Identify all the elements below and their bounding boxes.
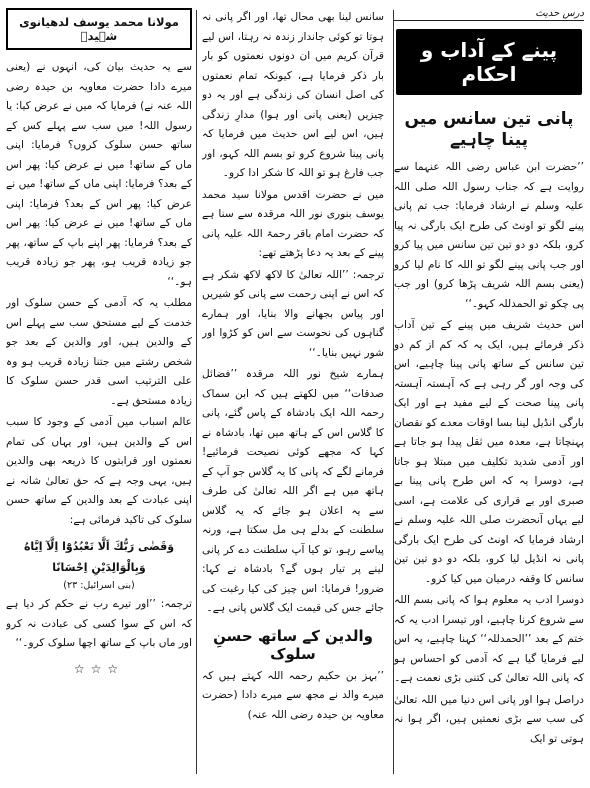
body-paragraph: میں نے حضرت اقدس مولانا سید محمد یوسف بنوری نور اللہ مرقدہ سے سنا ہے کہ حضرت امام باقر رحمۃ اللہ علیہ پانی پینے کے بعد یہ دعا پڑھتے تھے:: [202, 188, 384, 259]
column-divider: [393, 10, 394, 774]
body-paragraph: اس حدیث شریف میں پینے کے تین آداب ذکر فرمائے ہیں، ایک یہ کہ کم از کم دو تین سانس کے ساتھ پانی پینا چاہیے، اس کی وجہ اور گر رہی ہے کہ آہستہ آہستہ پانی پینا صحت کے لیے مفید ہے اور ایک بارگی انڈیل لینا بسا اوقات معدے کو نقصان پہنچاتا ہے، معدہ میں ثقل پیدا ہو جاتا ہے اور آدمی شدید تکلیف میں مبتلا ہو جاتا ہے، دوسرا یہ کہ اس طرح پانی پینا بے صبری اور بے قراری کی علامت ہے، اسی لیے یہاں آنحضرت صلی اللہ علیہ وسلم نے ارشاد فرمایا کہ اونٹ کی طرح ایک بارگی پانی نہ انڈیل لیا کرو، بلکہ دو دو تین تین سانس کا وقفہ درمیان میں کیا کرو۔: [394, 319, 584, 585]
hadith-opening: ’’بہز بن حکیم رحمہ اللہ کہتے ہیں کہ میرے والد نے مجھ سے میرے دادا (حضرت معاویہ بن حیدہ رضی اللہ عنہ): [202, 669, 384, 721]
verse-reference: (بنی اسرائیل: ۲۳): [63, 580, 135, 591]
article-banner: پینے کے آداب و احکام: [396, 29, 582, 95]
body-paragraph: سے یہ حدیث بیان کی، انہوں نے (یعنی میرے دادا حضرت معاویہ بن حیدہ رضی اللہ عنہ نے) فرمایا کہ میں نے عرض کیا: یا رسول اللہ! میں سب سے پہلے کس کے ساتھ حسن سلوک کروں؟ فرمایا: اپنی ماں کے ساتھ! میں نے عرض کیا: پھر اس کے بعد؟ فرمایا: اپنی ماں کے ساتھ! میں نے عرض کیا: پھر اس کے بعد؟ فرمایا: اپنی ماں کے ساتھ! میں نے عرض کیا: پھر اس کے بعد؟ فرمایا: پھر اپنے باپ کے ساتھ، پھر جو زیادہ قریب ہو، پھر جو زیادہ قریب ہو۔‘‘: [6, 61, 192, 288]
subheading: والدین کے ساتھ حسنِ سلوک: [213, 626, 373, 663]
body-paragraph: مطلب یہ کہ آدمی کے حسن سلوک اور خدمت کے لیے مستحق سب سے پہلے اس کے والدین ہیں، اور والدین کے بعد جو شخص رشتے میں جتنا زیادہ قریب ہو وہ علی الترتیب اسی قدر حسن سلوک کا زیادہ مستحق ہے۔: [6, 297, 192, 407]
column-right: [394, 8, 584, 778]
hadith-text: ’’حضرت ابن عباس رضی اللہ عنہما سے روایت ہے کہ جناب رسول اللہ صلی اللہ علیہ وسلم نے ارشاد فرمایا: جب تم پانی پینے لگو تو اونٹ کی طرح ایک بارگی نہ پیا کرو، بلکہ دو دو تین تین سانس میں پیا کرو اور جب پانی پینے لگو تو اللہ کا نام لیا کرو (یعنی بسم اللہ شریف پڑھا کرو) اور جب پی چکو تو الحمدللہ کہو۔‘‘: [394, 161, 584, 310]
body-paragraph: ہمارے شیخ نور اللہ مرقدہ ’’فضائل صدقات‘‘ میں لکھتے ہیں کہ ابن سماک رحمہ اللہ ایک بادشاہ کے پاس گئے، پانی کا گلاس اس کے ہاتھ میں تھا، بادشاہ نے کہا کہ مجھے کوئی نصیحت فرمائیے! فرمانے لگے کہ پانی کا یہ گلاس جو آپ کے ہاتھ میں ہے اگر اللہ تعالیٰ کی طرف سے یہ اعلان ہو جائے کہ یہ گلاس سلطنت کے بدلے ہی مل سکتا ہے، ورنہ پیاسے رہو، تو کیا آپ سلطنت دے کر پانی لینے پر تیار ہوں گے؟ بادشاہ نے کہا: ضرور! فرمایا: اس چیز کی کیا رغبت کی جائے جس کی قیمت ایک گلاس پانی ہے۔: [202, 368, 384, 614]
quran-verse: وَقَضٰى رَبُّكَ اَلَّا تَعْبُدُوْٓا اِلَّآ اِيَّاهُ وَبِالْوَالِدَيْنِ اِحْسَانًا: [23, 540, 175, 574]
column-divider: [196, 10, 197, 774]
verse-translation: ترجمہ: ’’اور تیرے رب نے حکم کر دیا ہے کہ اس کے سوا کسی کی عبادت نہ کرو اور ماں باپ کے ساتھ اچھا سلوک کرو۔‘‘: [6, 598, 192, 649]
dua-translation: ترجمہ: ’’اللہ تعالیٰ کا لاکھ لاکھ شکر ہے کہ اس نے اپنی رحمت سے پانی کو شیریں اور پیاس بجھانے والا بنایا، اور ہمارے گناہوں کی نحوست سے اس کو کڑوا اور شور نہیں بنایا۔‘‘: [202, 268, 384, 359]
column-left: [6, 8, 192, 778]
end-stars: ☆☆☆: [73, 661, 125, 676]
body-paragraph: سانس لینا بھی محال تھا، اور اگر پانی نہ ہوتا تو کوئی جاندار زندہ نہ رہتا، اس لیے قرآن کریم میں ان دونوں نعمتوں کو بار بار ذکر فرمایا ہے، کیونکہ تمام نعمتوں کی اصل انسان کی زندگی ہے اور یہ دو چیزیں (یعنی پانی اور ہوا) مدارِ زندگی ہیں، اس لیے اس حدیث میں فرمایا کہ پانی پینا شروع کرو تو بسم اللہ کہو، اور جب فارغ ہو تو اللہ کا شکر ادا کرو۔: [202, 11, 384, 179]
body-paragraph: عالم اسباب میں آدمی کے وجود کا سبب اس کے والدین ہیں، اور یہاں کی تمام نعمتوں اور قرابتوں کا ذریعہ بھی والدین ہیں، یہی وجہ ہے کہ حق تعالیٰ شانہ نے اپنی عبادت کے بعد والدین کے ساتھ حسن سلوک کی تاکید فرمائی ہے:: [6, 416, 192, 526]
body-paragraph: دوسرا ادب یہ معلوم ہوا کہ پانی بسم اللہ سے شروع کرنا چاہیے، اور تیسرا ادب یہ کہ ختم کے بعد ’’الحمدللہ‘‘ کہنا چاہیے، یہ اس لیے فرمایا گیا ہے کہ آدمی کو احساس ہو کہ پانی اللہ تعالیٰ کی کتنی بڑی نعمت ہے۔: [394, 594, 584, 684]
body-paragraph: دراصل ہوا اور پانی اس دنیا میں اللہ تعالیٰ کی سب سے بڑی نعمتیں ہیں، اگر ہوا نہ ہوتی تو ایک: [394, 693, 584, 745]
author-byline: مولانا محمد یوسف لدھیانوی شہیدؒ: [6, 8, 192, 50]
column-middle: [202, 8, 384, 778]
section-label: درس حدیث: [394, 8, 584, 21]
article-heading: پانی تین سانس میں پینا چاہیے: [404, 109, 574, 150]
